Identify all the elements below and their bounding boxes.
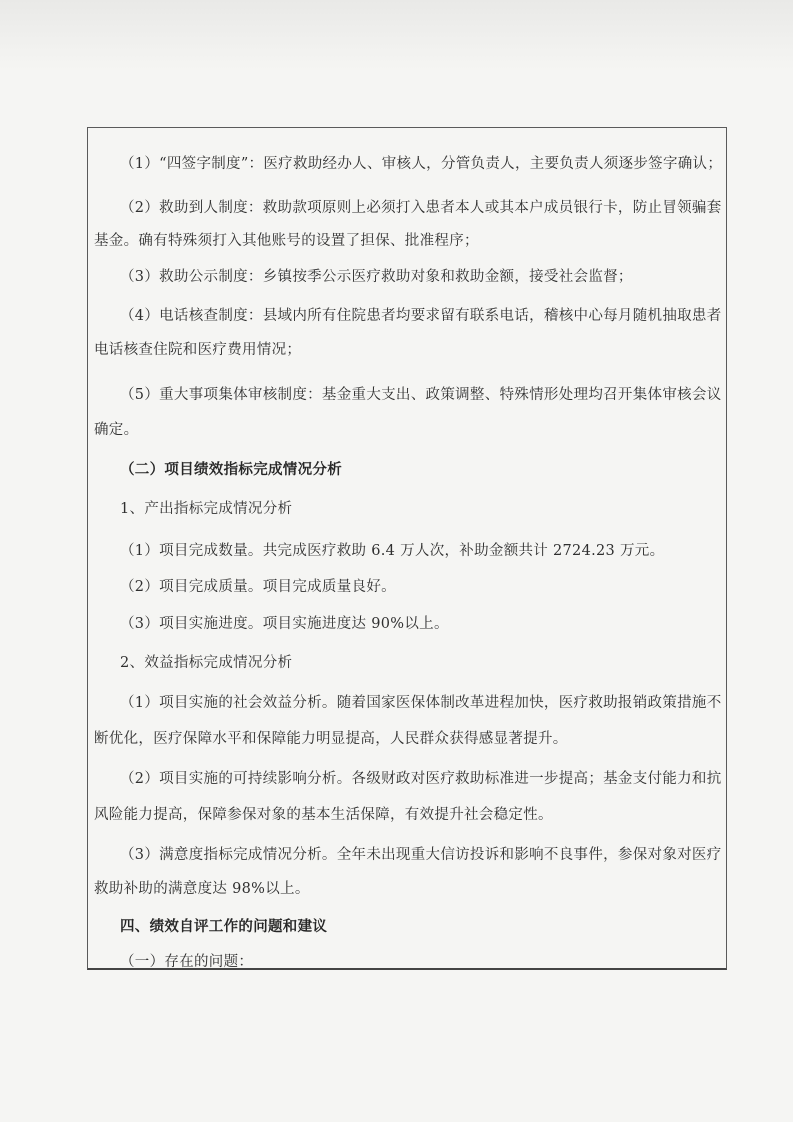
- section-heading: （二）项目绩效指标完成情况分析: [120, 461, 342, 478]
- scan-shadow: [0, 0, 793, 70]
- paragraph-line: （1）“四签字制度”：医疗救助经办人、审核人，分管负责人，主要负责人须逐步签字确认；: [120, 156, 723, 172]
- paragraph-line: 断优化，医疗保障水平和保障能力明显提高，人民群众获得感显著提升。: [94, 731, 568, 747]
- paragraph-line: 电话核查住院和医疗费用情况；: [94, 342, 302, 358]
- paragraph-line: （1）项目完成数量。共完成医疗救助 6.4 万人次，补助金额共计 2724.23 万元。: [120, 543, 665, 559]
- paragraph-line: （5）重大事项集体审核制度：基金重大支出、政策调整、特殊情形处理均召开集体审核会议: [120, 387, 722, 403]
- paragraph-line: （4）电话核查制度：县域内所有住院患者均要求留有联系电话，稽核中心每月随机抽取患者: [120, 308, 722, 324]
- paragraph-line: 救助补助的满意度达 98%以上。: [94, 881, 310, 897]
- paragraph-line: （2）项目完成质量。项目完成质量良好。: [120, 579, 396, 595]
- section-heading: 四、绩效自评工作的问题和建议: [120, 918, 328, 935]
- subsection-heading: 1、产出指标完成情况分析: [120, 501, 293, 517]
- paragraph-line: （3）满意度指标完成情况分析。全年未出现重大信访投诉和影响不良事件，参保对象对医疗: [120, 847, 722, 863]
- paragraph-line: （2）救助到人制度：救助款项原则上必须打入患者本人或其本户成员银行卡，防止冒领骗套: [120, 200, 722, 216]
- paragraph-line: 基金。确有特殊须打入其他账号的设置了担保、批准程序；: [94, 233, 479, 249]
- paragraph-line: 确定。: [94, 422, 139, 438]
- paragraph-line: 风险能力提高，保障参保对象的基本生活保障，有效提升社会稳定性。: [94, 807, 553, 823]
- subsection-heading: 2、效益指标完成情况分析: [120, 655, 293, 671]
- paragraph-line: （3）项目实施进度。项目实施进度达 90%以上。: [120, 616, 449, 632]
- paragraph-line: （1）项目实施的社会效益分析。随着国家医保体制改革进程加快，医疗救助报销政策措施不: [120, 695, 722, 711]
- paragraph-line: （3）救助公示制度：乡镇按季公示医疗救助对象和救助金额，接受社会监督；: [120, 269, 633, 285]
- subsection-heading: （一）存在的问题：: [120, 954, 254, 970]
- paragraph-line: （2）项目实施的可持续影响分析。各级财政对医疗救助标准进一步提高；基金支付能力和抗: [120, 771, 722, 787]
